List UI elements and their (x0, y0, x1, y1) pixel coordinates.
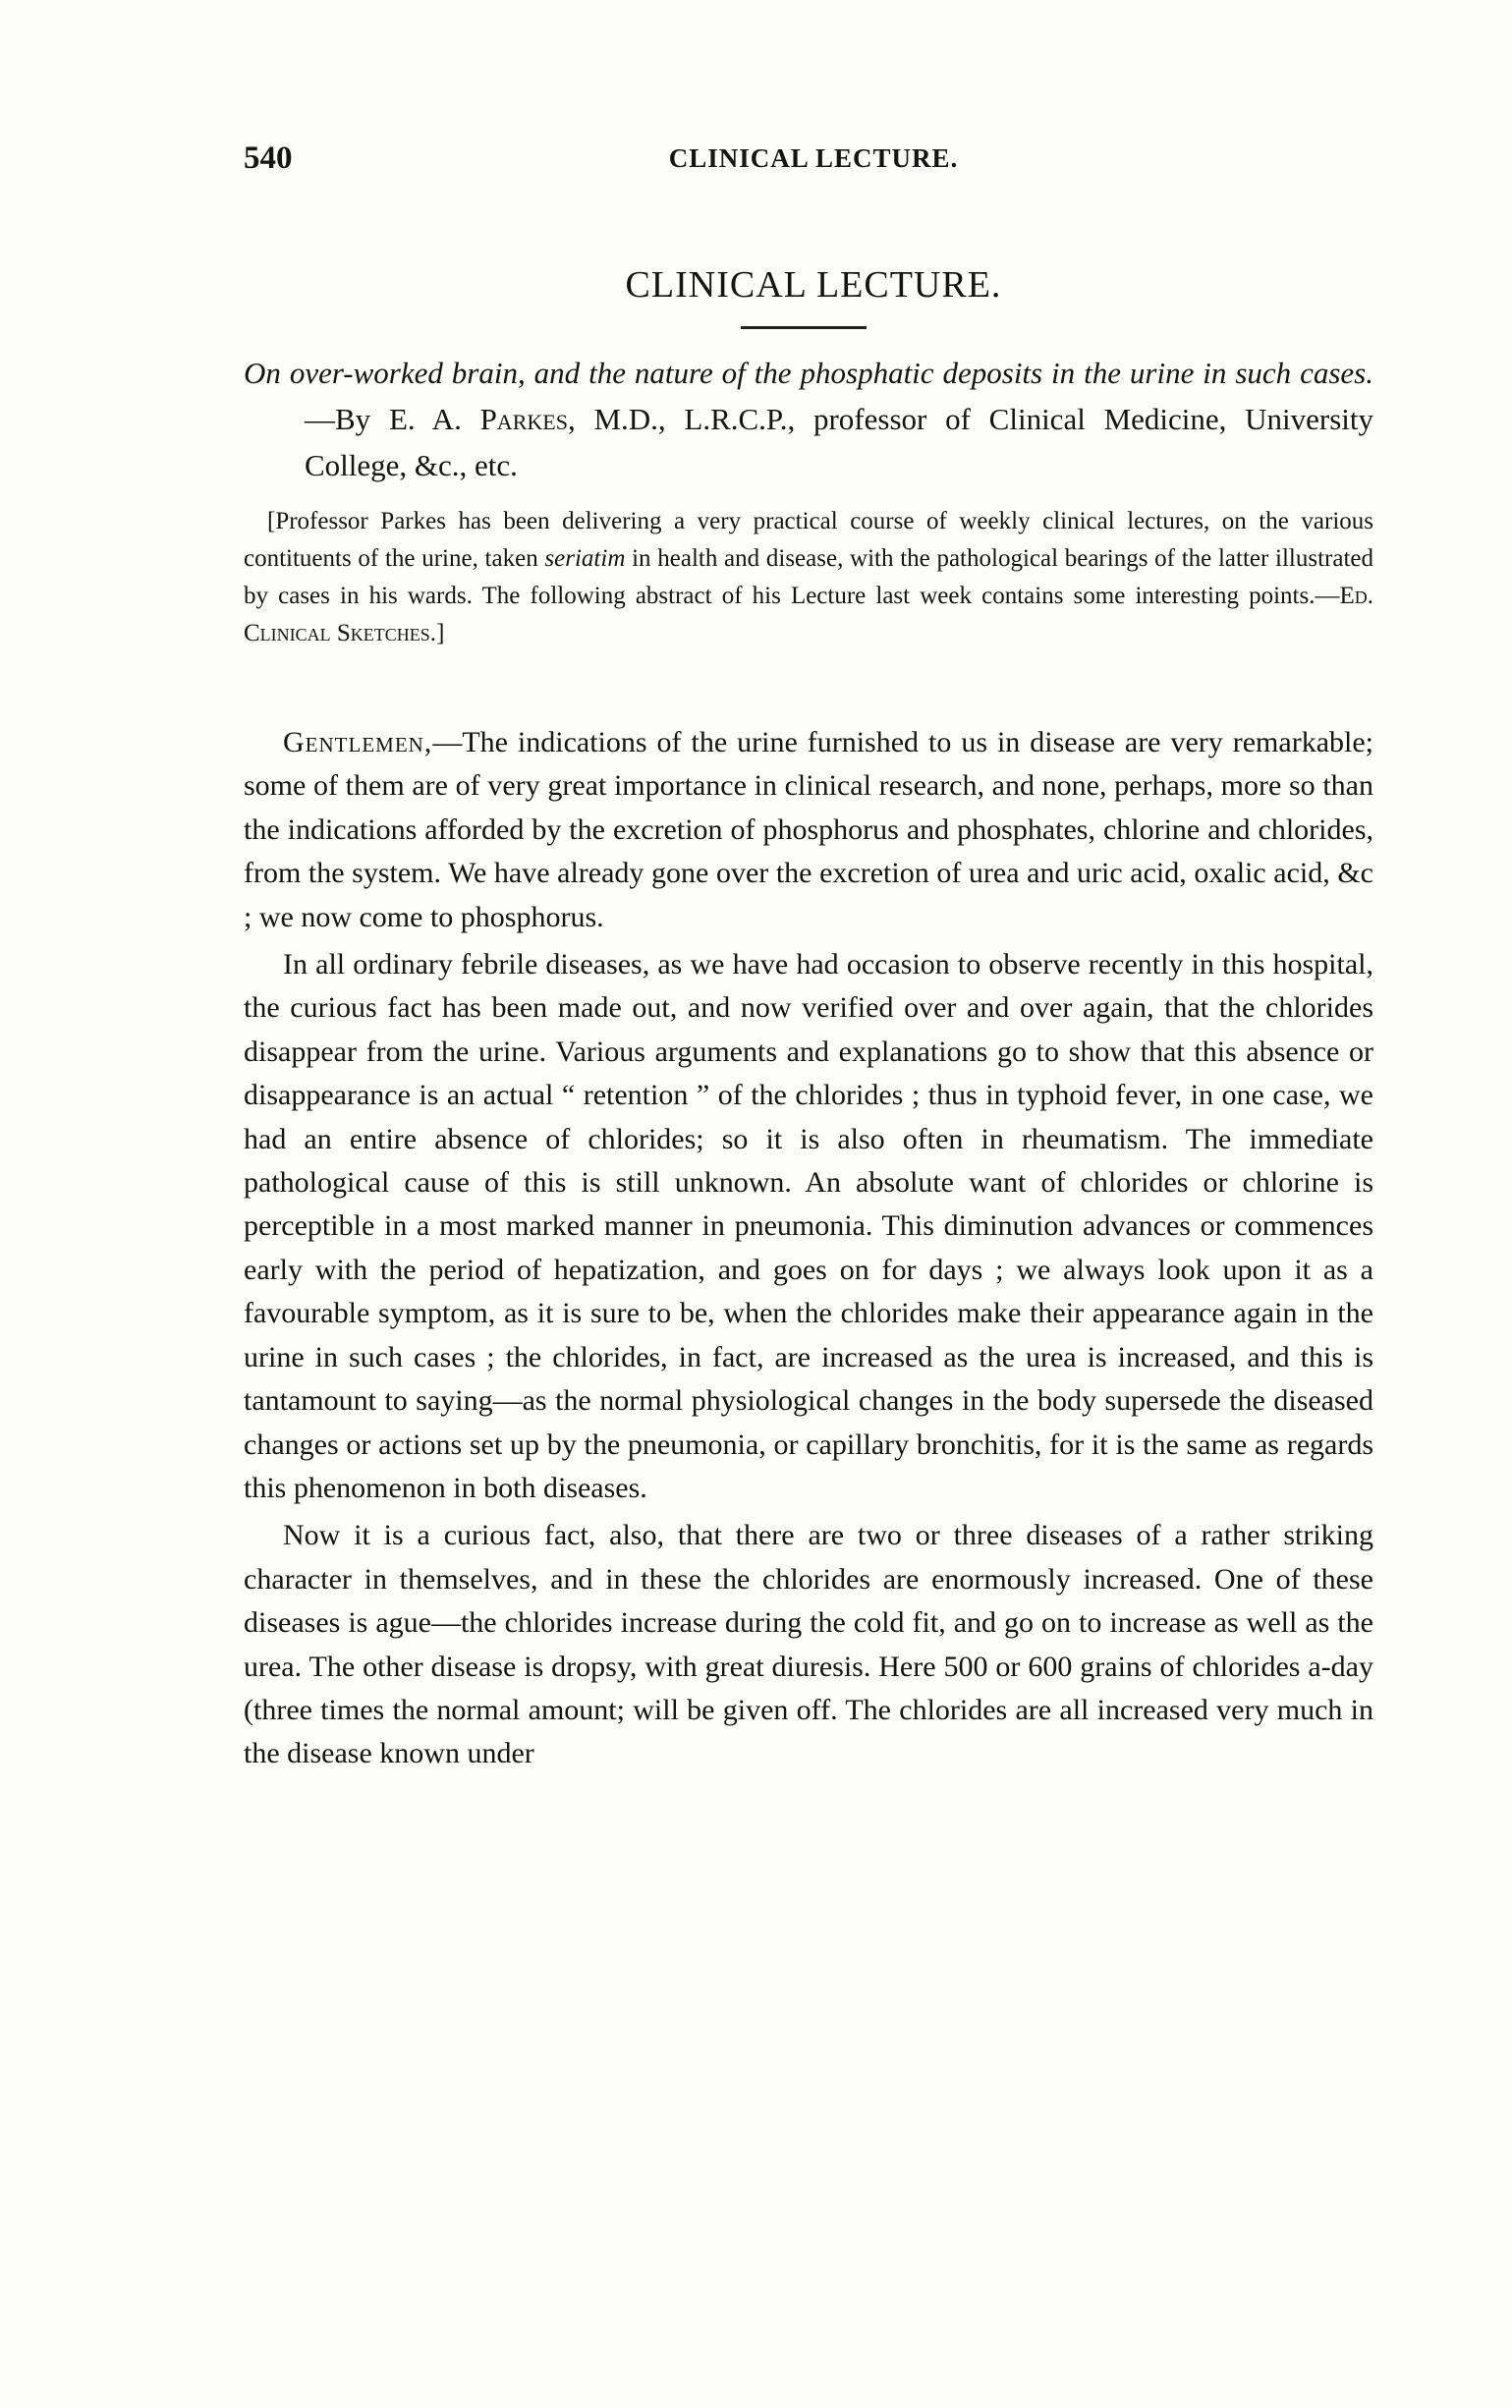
paragraph-2: In all ordinary febrile diseases, as we have had occasion to observe recently in this hospital, the curious fact has been made out, and now verified over and over again, that the chlorides disappear from the urine. Various arguments and explanations go to show that this absence or disappearance is an actual “ retention ” of the chlorides ; thus in typhoid fever, in one case, we had an entire absence of chlorides; so it is also often in rheumatism. The immediate pathological cause of this is still unknown. An absolute want of chlorides or chlorine is perceptible in a most marked manner in pneumonia. This diminution advances or commences early with the period of hepatization, and goes on for days ; we always look upon it as a favourable symptom, as it is sure to be, when the chlorides make their appearance again in the urine in such cases ; the chlorides, in fact, are increased as the urea is increased, and this is tantamount to saying—as the normal physiological changes in the body supersede the diseased changes or actions set up by the pneumonia, or capillary bronchitis, for it is the same as regards this phenomenon in both diseases. (244, 948, 1373, 1504)
paragraph-1-text: —The indications of the urine furnished to us in disease are very remarkable; some of them are of very great importance in clinical research, and none, perhaps, more so than the indications afforded by the excretion of phosphorus and phosphates, chlorine and chlorides, from the system. We have already gone over the excretion of urea and uric acid, oxalic acid, &c ; we now come to phosphorus. (244, 726, 1373, 933)
paragraph-1 (244, 721, 1373, 939)
lecture-subtitle (244, 350, 1373, 488)
editor-note-part1: [Professor Parkes has been delivering a very practical course of weekly clinical lectures, on the various contituents of the urine, taken (244, 508, 1373, 572)
editor-note-italic: seriatim (544, 545, 626, 572)
editor-signature: Ed. Clinical Sketches. (244, 583, 1373, 646)
editor-note-part2: in health and disease, with the pathological bearings of the latter illustrated by cases in his wards. The following abstract of his Lecture last week contains some interesting points.— (244, 545, 1373, 609)
subtitle-by: —By (305, 402, 371, 436)
title-divider (741, 326, 867, 329)
salutation: Gentlemen, (283, 726, 433, 758)
subtitle-italic-text: On over-worked brain, and the nature of the phosphatic deposits in the urine in such cases. (244, 356, 1373, 390)
running-title: CLINICAL LECTURE. (668, 143, 959, 173)
paragraph-3: Now it is a curious fact, also, that there are two or three diseases of a rather striking character in themselves, and in these the chlorides are enormously increased. One of these diseases is ague—the chlorides increase during the cold fit, and go on to increase as well as the urea. The other disease is dropsy, with great diuresis. Here 500 or 600 grains of chlorides a-day (three times the normal amount; will be given off. The chlorides are all increased very much in the disease known under (244, 1519, 1373, 1770)
author-name: E. A. Parkes (388, 402, 568, 436)
editor-note-closing: ] (436, 620, 445, 646)
running-header (244, 140, 1383, 180)
author-credentials: , M.D., L.R.C.P., professor of Clinical Medicine, University College, &c., etc. (305, 402, 1374, 482)
editor-note (244, 503, 1373, 652)
lecture-title: CLINICAL LECTURE. (625, 264, 1002, 306)
lecture-body (244, 721, 1373, 1780)
page-number: 540 (244, 140, 293, 176)
